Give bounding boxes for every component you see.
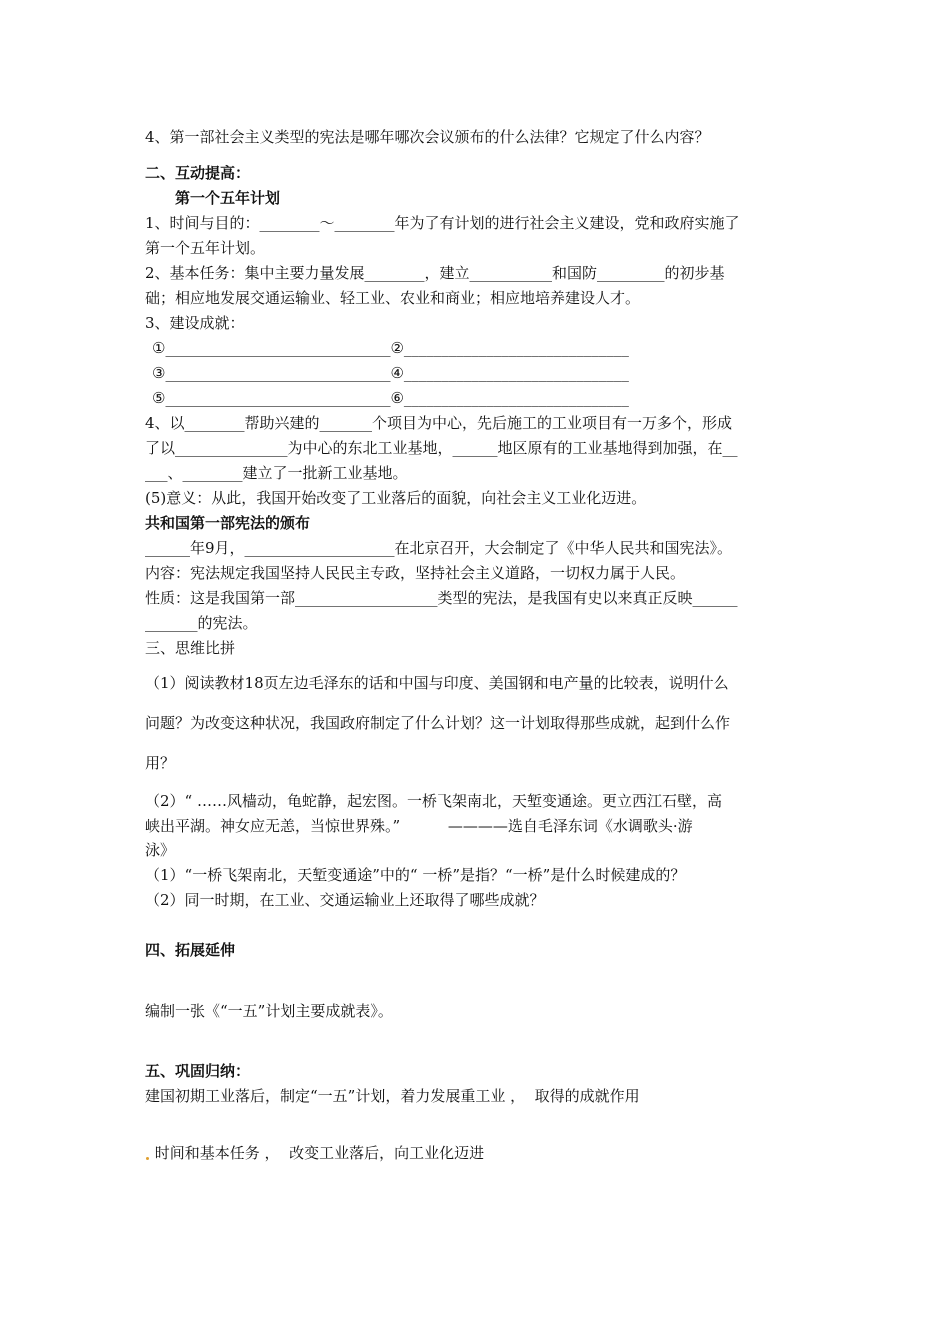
achievement-row-3: ⑤______________________________⑥______________________________ xyxy=(152,389,629,407)
thinking-4: （2）同一时期，在工业、交通运输业上还取得了哪些成就？ xyxy=(145,891,545,909)
constitution-line-1: ______年9月，____________________在北京召开，大会制定了《中华人民共和国宪法》。 xyxy=(145,539,733,557)
item-1-line-b: 第一个五年计划。 xyxy=(145,239,266,257)
achievement-row-1: ①______________________________②______________________________ xyxy=(152,339,629,357)
thinking-2-line-a: （2）“ ……风樯动，龟蛇静，起宏图。一桥飞架南北，天堑变通途。更立西江石壁，高 xyxy=(145,792,722,810)
item-4-line-b: 了以_______________为中心的东北工业基地，______地区原有的工业基地得到加强，在__ xyxy=(145,439,738,457)
subheading-constitution: 共和国第一部宪法的颁布 xyxy=(145,514,311,532)
subheading-five-year-plan: 第一个五年计划 xyxy=(175,189,281,207)
thinking-2-line-b: 峡出平湖。神女应无恙，当惊世界殊。” ————选自毛泽东词《水调歌头·游 xyxy=(145,817,693,835)
summary-line-2 xyxy=(145,1143,484,1163)
achievement-row-2: ③______________________________④______________________________ xyxy=(152,364,629,382)
item-1-line-a: 1、时间与目的：________～________年为了有计划的进行社会主义建设，党和政府实施了 xyxy=(145,214,740,232)
constitution-nature-b: _______的宪法。 xyxy=(145,614,258,632)
item-4-line-c: ___、________建立了一批新工业基地。 xyxy=(145,464,408,482)
item-2-line-b: 础；相应地发展交通运输业、轻工业、农业和商业；相应地培养建设人才。 xyxy=(145,289,641,307)
constitution-content: 内容：宪法规定我国坚持人民民主专政，坚持社会主义道路，一切权力属于人民。 xyxy=(145,564,686,582)
section-2-heading: 二、互动提高： xyxy=(145,164,251,182)
thinking-3: （1）“一桥飞架南北，天堑变通途”中的“ 一桥”是指？“一桥”是什么时候建成的？ xyxy=(145,866,686,884)
thinking-1-line-a: （1）阅读教材18页左边毛泽东的话和中国与印度、美国钢和电产量的比较表，说明什么 xyxy=(145,674,729,692)
section-5-heading: 五、巩固归纳： xyxy=(145,1062,251,1080)
constitution-nature-a: 性质：这是我国第一部___________________类型的宪法，是我国有史以来真正反映______ xyxy=(145,589,738,607)
thinking-2-line-c: 泳》 xyxy=(145,841,176,859)
extension-task: 编制一张《“一五”计划主要成就表》。 xyxy=(145,1002,393,1020)
item-3-label: 3、建设成就： xyxy=(145,314,245,332)
question-4: 4、第一部社会主义类型的宪法是哪年哪次会议颁布的什么法律？它规定了什么内容？ xyxy=(145,128,710,146)
bullet-dot-icon xyxy=(146,1157,149,1160)
item-4-line-a: 4、以________帮助兴建的_______个项目为中心，先后施工的工业项目有一万多个，形成 xyxy=(145,414,733,432)
item-2-line-a: 2、基本任务：集中主要力量发展________，建立___________和国防_________的初步基 xyxy=(145,264,725,282)
summary-line-2-text: 时间和基本任务 ， 改变工业落后，向工业化迈进 xyxy=(150,1144,485,1162)
summary-line-1: 建国初期工业落后，制定“一五”计划，着力发展重工业 ， 取得的成就作用 xyxy=(145,1087,640,1105)
section-4-heading: 四、拓展延伸 xyxy=(145,941,236,959)
thinking-1-line-b: 问题？为改变这种状况，我国政府制定了什么计划？这一计划取得那些成就，起到什么作 xyxy=(145,714,731,732)
item-5-significance: (5)意义：从此，我国开始改变了工业落后的面貌，向社会主义工业化迈进。 xyxy=(145,489,647,507)
thinking-1-line-c: 用？ xyxy=(145,754,176,772)
section-3-heading: 三、思维比拼 xyxy=(145,639,236,657)
